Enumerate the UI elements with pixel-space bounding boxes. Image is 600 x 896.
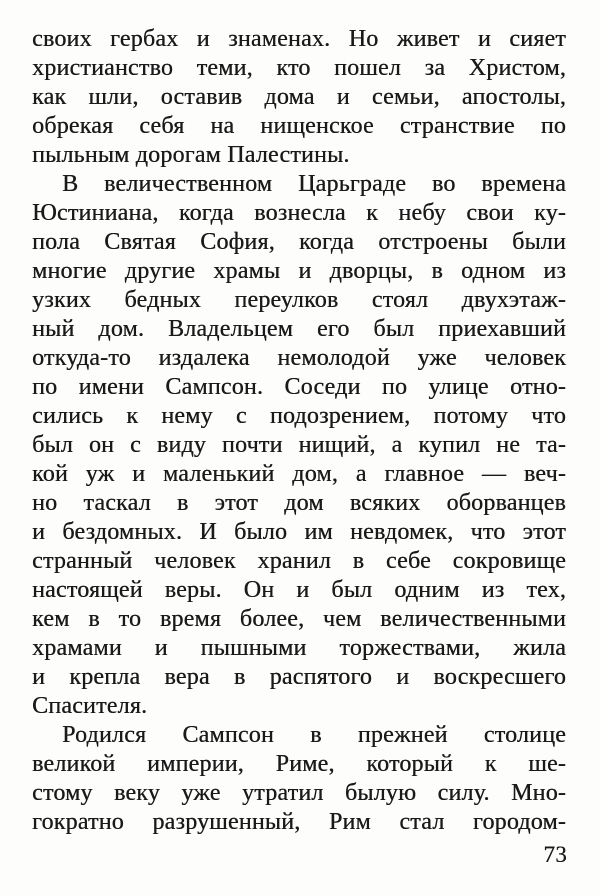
text-line: Спасителя. xyxy=(32,693,148,719)
text-line: как шли, оставив дома и семьи, апостолы, xyxy=(32,84,566,110)
text-line: многие другие храмы и дворцы, в одном из xyxy=(32,258,566,284)
text-line: пола Святая София, когда отстроены были xyxy=(32,229,566,255)
text-line: был он с виду почти нищий, а купил не та- xyxy=(32,432,566,458)
text-line: ный дом. Владельцем его был приехавший xyxy=(32,316,566,342)
text-line: но таскал в этот дом всяких оборванцев xyxy=(32,490,566,516)
text-line: христианство теми, кто пошел за Христом, xyxy=(32,55,566,81)
text-line: своих гербах и знаменах. Но живет и сияет xyxy=(32,26,566,52)
text-line: великой империи, Риме, который к ше- xyxy=(32,751,566,777)
text-line: кем в то время более, чем величественными xyxy=(32,606,566,632)
text-line: кой уж и маленький дом, а главное — веч- xyxy=(32,461,566,487)
text-line: стому веку уже утратил былую силу. Мно- xyxy=(32,780,566,806)
text-line: и крепла вера в распятого и воскресшего xyxy=(32,664,566,690)
text-line: странный человек хранил в себе сокровище xyxy=(32,548,566,574)
text-line: обрекая себя на нищенское странствие по xyxy=(32,113,566,139)
text-line: и бездомных. И было им невдомек, что этот xyxy=(32,519,566,545)
text-line: откуда-то издалека немолодой уже человек xyxy=(32,345,566,371)
text-line: храмами и пышными торжествами, жила xyxy=(32,635,566,661)
page-number: 73 xyxy=(543,842,567,867)
text-line: гократно разрушенный, Рим стал городом- xyxy=(32,809,566,835)
text-line: по имени Сампсон. Соседи по улице отно- xyxy=(32,374,566,400)
text-line: В величественном Царьграде во времена xyxy=(62,171,566,197)
text-line: пыльным дорогам Палестины. xyxy=(32,142,350,168)
text-line: настоящей веры. Он и был одним из тех, xyxy=(32,577,566,603)
text-line: Юстиниана, когда вознесла к небу свои ку- xyxy=(32,200,566,226)
page-text xyxy=(32,25,566,837)
text-line: узких бедных переулков стоял двухэтаж- xyxy=(32,287,566,313)
text-line: сились к нему с подозрением, потому что xyxy=(32,403,566,429)
text-line: Родился Сампсон в прежней столице xyxy=(62,722,566,748)
